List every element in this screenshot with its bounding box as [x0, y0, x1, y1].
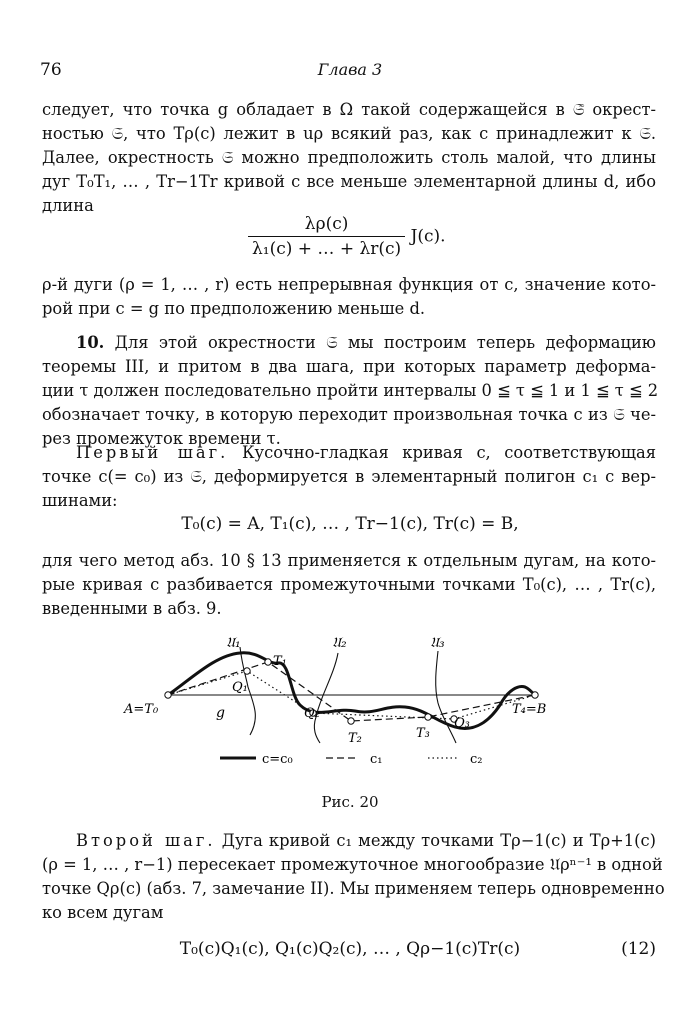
- point-t3: [425, 714, 431, 720]
- fraction-denominator: λ₁(c) + … + λr(c): [252, 239, 402, 259]
- text-line: рез промежуток времени τ.: [42, 429, 281, 448]
- formula-vertices: T₀(c) = A, T₁(c), … , Tr−1(c), Tr(c) = B,: [181, 514, 519, 534]
- spaced-lead: Первый шаг.: [76, 443, 229, 462]
- text-line: дуг T₀T₁, … , Tr−1Tr кривой c все меньше элементарной длины d, ибо: [42, 172, 656, 191]
- text-line: следует, что точка g обладает в Ω такой содержащейся в 𝔖̃ окрест-: [42, 100, 656, 119]
- text-line: Второй шаг. Дуга кривой c₁ между точками Tρ−1(c) и Tρ+1(c): [76, 831, 656, 850]
- legend-label-c2: c₂: [470, 752, 483, 767]
- label-a: A=T₀: [124, 702, 159, 717]
- text-line: рой при c = g по предположению меньше d.: [42, 299, 426, 318]
- text-line: точке Qρ(c) (абз. 7, замечание II). Мы применяем теперь одновременно: [42, 879, 665, 898]
- text-line: обозначает точку, в которую переходит произвольная точка c из 𝔖 че-: [42, 405, 656, 424]
- label-u3: 𝔘₃: [430, 635, 445, 651]
- fraction-bar: [248, 236, 405, 237]
- point-t2: [348, 718, 354, 724]
- label-t1: T₁: [273, 654, 287, 669]
- text-line: теоремы III, и притом в два шага, при которых параметр деформа-: [42, 357, 656, 376]
- equation-number: (12): [621, 939, 656, 959]
- label-q3: Q₃: [454, 716, 470, 731]
- text-line: ρ-й дуги (ρ = 1, … , r) есть непрерывная функция от c, значение кото-: [42, 275, 656, 294]
- text-line: для чего метод абз. 10 § 13 применяется к отдельным дугам, на кото-: [42, 551, 656, 570]
- legend-label-c1: c₁: [370, 752, 383, 767]
- legend-label-c0: c=c₀: [262, 752, 293, 767]
- label-t2: T₂: [348, 731, 362, 746]
- label-t3: T₃: [416, 726, 430, 741]
- text-line: введенными в абз. 9.: [42, 599, 222, 618]
- text-line: ностью 𝔖, что Tρ(c) лежит в uρ всякий раз, как c принадлежит к 𝔖.: [42, 124, 656, 143]
- formula-arcs: T₀(c)Q₁(c), Q₁(c)Q₂(c), … , Qρ−1(c)Tr(c): [179, 939, 521, 959]
- text-line: длина: [42, 196, 94, 215]
- paragraph-1: [42, 98, 656, 218]
- label-q2: Q₂: [304, 706, 320, 721]
- point-b: [532, 692, 538, 698]
- label-u2: 𝔘₂: [332, 635, 347, 651]
- paragraph-section-10: [42, 331, 659, 451]
- label-q1: Q₁: [232, 680, 248, 695]
- label-u1: 𝔘₁: [226, 635, 241, 651]
- spaced-lead: Второй шаг.: [76, 831, 216, 850]
- text-line: ции τ должен последовательно пройти интервалы 0 ≦ τ ≦ 1 и 1 ≦ τ ≦ 2: [42, 381, 659, 400]
- point-q1: [244, 668, 250, 674]
- section-number: 10.: [76, 333, 105, 352]
- text-line: точке c(= c₀) из 𝔖, деформируется в элементарный полигон c₁ с вер-: [42, 467, 656, 486]
- page-number: 76: [40, 60, 62, 80]
- point-t1: [265, 659, 271, 665]
- label-b: T₄=B: [512, 702, 547, 717]
- chapter-title: Глава 3: [317, 60, 383, 79]
- paragraph-second-step: [42, 829, 665, 925]
- text-line: рые кривая c разбивается промежуточными точками T₀(c), … , Tr(c),: [42, 575, 656, 594]
- text-line: ко всем дугам: [42, 903, 164, 922]
- figure-20: [120, 625, 560, 775]
- text-line: (ρ = 1, … , r−1) пересекает промежуточное многообразие 𝔘ρⁿ⁻¹ в одной: [42, 855, 663, 874]
- text-line: шинами:: [42, 491, 118, 510]
- formula-length-fraction: [248, 214, 446, 259]
- point-a: [165, 692, 171, 698]
- text-line: Первый шаг. Кусочно-гладкая кривая c, соответствующая: [76, 443, 656, 462]
- formula-tail: J(c).: [410, 226, 446, 247]
- fraction-numerator: λρ(c): [304, 214, 349, 234]
- text-line: Далее, окрестность 𝔖 можно предположить столь малой, что длины: [42, 148, 656, 167]
- paragraph-2: [42, 273, 656, 321]
- paragraph-5: [42, 549, 656, 621]
- manifold-u3: [436, 651, 456, 743]
- paragraph-first-step: [42, 441, 656, 513]
- text-line: 10. Для этой окрестности 𝔖 мы построим теперь деформацию: [76, 333, 656, 352]
- label-g: g: [216, 705, 225, 721]
- figure-caption: Рис. 20: [321, 793, 379, 811]
